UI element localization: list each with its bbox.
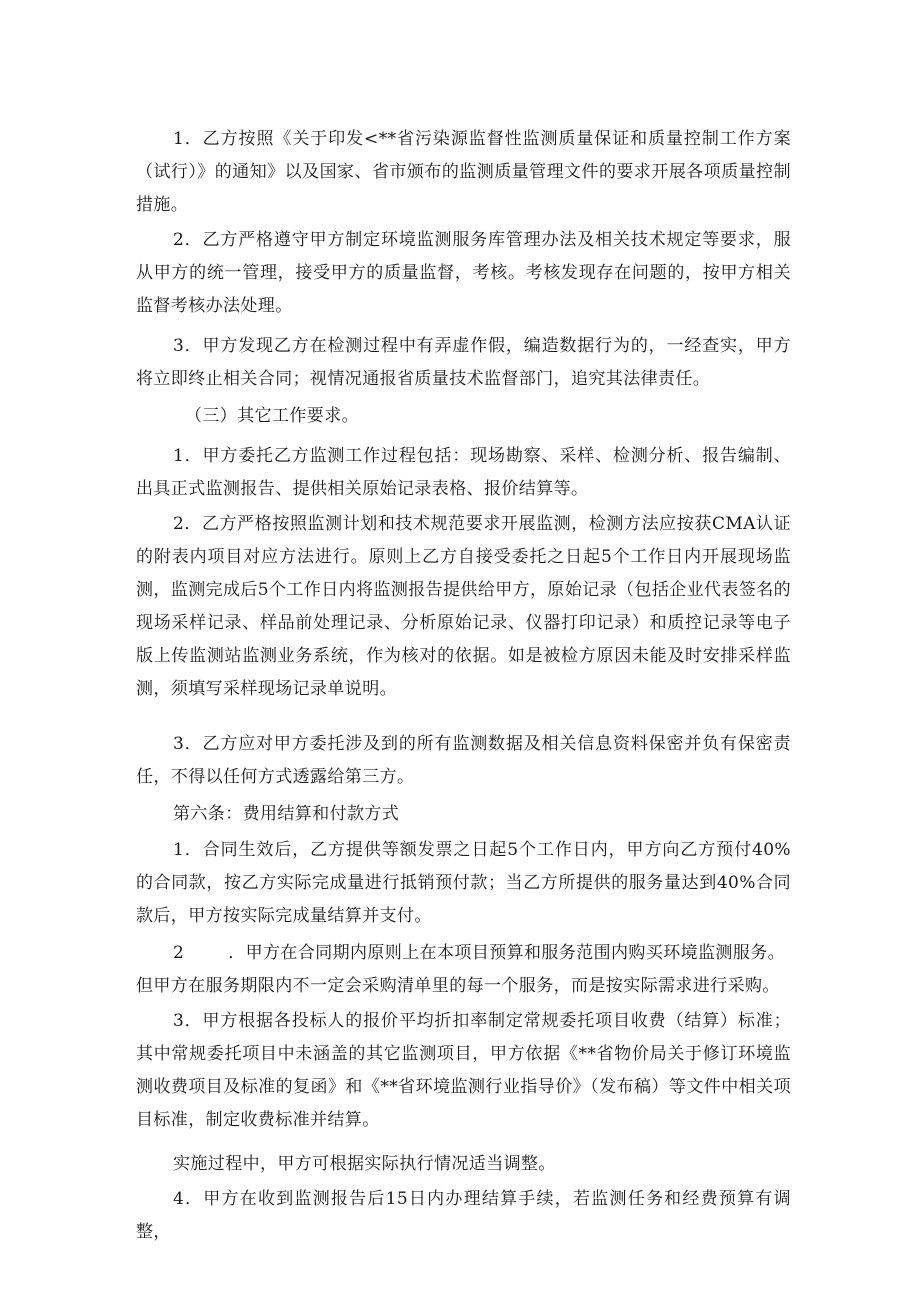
article-six-heading: 第六条：费用结算和付款方式 <box>173 804 400 824</box>
section-heading-other-requirements: （三）其它工作要求。 <box>185 406 359 426</box>
paragraph-quality-control-3: 3．甲方发现乙方在检测过程中有弄虚作假，编造数据行为的，一经查实，甲方将立即终止相关合同；视情况通报省质量技术监督部门，追究其法律责任。 <box>136 336 791 389</box>
paragraph-other-requirements-3: 3．乙方应对甲方委托涉及到的所有监测数据及相关信息资料保密并负有保密责任，不得以任何方式透露给第三方。 <box>136 734 791 787</box>
paragraph-other-requirements-1: 1．甲方委托乙方监测工作过程包括：现场勘察、采样、检测分析、报告编制、出具正式监测报告、提供相关原始记录表格、报价结算等。 <box>136 446 791 499</box>
paragraph-payment-2-text: ．甲方在合同期内原则上在本项目预算和服务范围内购买环境监测服务。 <box>228 943 786 963</box>
paragraph-adjustment: 实施过程中，甲方可根据实际执行情况适当调整。 <box>173 1154 556 1174</box>
paragraph-quality-control-2: 2．乙方严格遵守甲方制定环境监测服务库管理办法及相关技术规定等要求，服从甲方的统一管理，接受甲方的质量监督，考核。考核发现存在问题的，按甲方相关监督考核办法处理。 <box>136 230 791 316</box>
paragraph-payment-2-continuation: 但甲方在服务期限内不一定会采购清单里的每一个服务，而是按实际需求进行采购。 <box>136 976 780 996</box>
paragraph-payment-2 <box>136 937 791 1003</box>
paragraph-other-requirements-2: 2．乙方严格按照监测计划和技术规范要求开展监测，检测方法应按获CMA认证的附表内项目对应方法进行。原则上乙方自接受委托之日起5个工作日内开展现场监测，监测完成后5个工作日内将监测报告提供给甲方，原始记录（包括企业代表签名的现场采样记录、样品前处理记录、分析原始记录、仪器打印记录）和质控记录等电子版上传监测站监测业务系统，作为核对的依据。如是被检方原因未能及时安排采样监测，须填写采样现场记录单说明。 <box>136 514 792 699</box>
paragraph-payment-1: 1．合同生效后，乙方提供等额发票之日起5个工作日内，甲方向乙方预付40%的合同款，按乙方实际完成量进行抵销预付款；当乙方所提供的服务量达到40%合同款后，甲方按实际完成量结算并支付。 <box>136 840 791 926</box>
paragraph-quality-control-1: 1．乙方按照《关于印发<**省污染源监督性监测质量保证和质量控制工作方案（试行）》的通知》以及国家、省市颁布的监测质量管理文件的要求开展各项质量控制措施。 <box>136 129 791 215</box>
paragraph-payment-3: 3．甲方根据各投标人的报价平均折扣率制定常规委托项目收费（结算）标准；其中常规委托项目中未涵盖的其它监测项目，甲方依据《**省物价局关于修订环境监测收费项目及标准的复函》和《**省环境监测行业指导价》（发布稿）等文件中相关项目标准，制定收费标准并结算。 <box>136 1011 791 1130</box>
paragraph-payment-2-number: 2 <box>173 943 185 963</box>
paragraph-payment-4: 4．甲方在收到监测报告后15日内办理结算手续，若监测任务和经费预算有调整， <box>136 1189 791 1242</box>
